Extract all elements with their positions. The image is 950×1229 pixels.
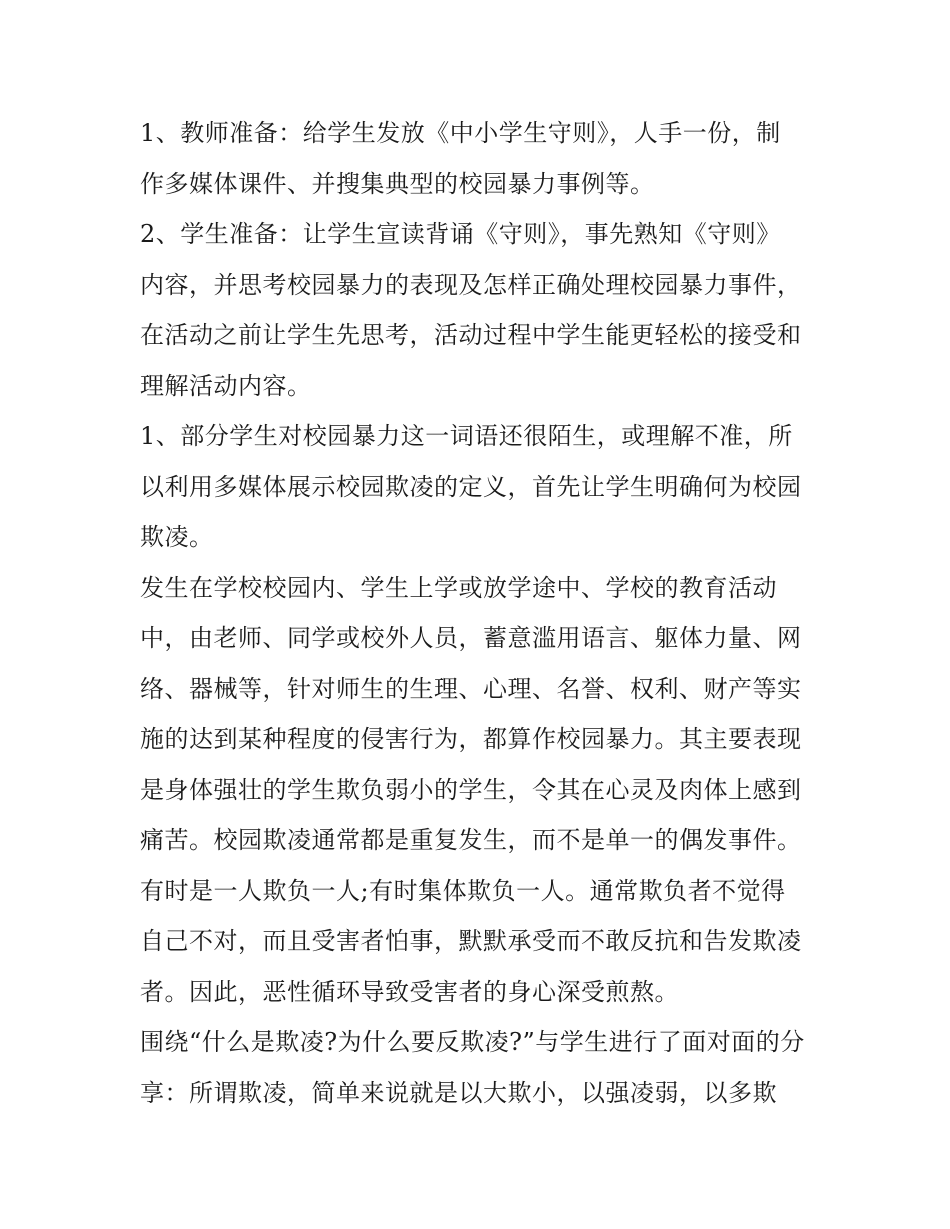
paragraph-discussion <box>140 1017 820 1118</box>
text-line: 欺凌。 <box>140 523 214 551</box>
text-line: 者。因此，恶性循环导致受害者的身心深受煎熬。 <box>140 977 679 1006</box>
text-line: 围绕“什么是欺凌?为什么要反欺凌?”与学生进行了面对面的分 <box>140 1028 805 1056</box>
text-line: 享：所谓欺凌，简单来说就是以大欺小，以强凌弱，以多欺 <box>140 1078 777 1107</box>
text-line: 2、学生准备：让学生宣读背诵《守则》，事先熟知《守则》 <box>140 220 781 248</box>
text-line: 有时是一人欺负一人;有时集体欺负一人。通常欺负者不觉得 <box>140 876 786 905</box>
paragraph-teacher-preparation <box>140 108 820 209</box>
text-line: 自己不对，而且受害者怕事，默默承受而不敢反抗和告发欺凌 <box>140 927 802 955</box>
text-line: 理解活动内容。 <box>140 371 312 400</box>
paragraph-student-preparation <box>140 209 820 411</box>
text-line: 作多媒体课件、并搜集典型的校园暴力事例等。 <box>140 169 655 198</box>
text-line: 在活动之前让学生先思考，活动过程中学生能更轻松的接受和 <box>140 321 802 349</box>
text-line: 以利用多媒体展示校园欺凌的定义，首先让学生明确何为校园 <box>140 472 802 501</box>
text-line: 络、器械等，针对师生的生理、心理、名誉、权利、财产等实 <box>140 674 802 703</box>
text-line: 施的达到某种程度的侵害行为，都算作校园暴力。其主要表现 <box>140 725 802 753</box>
text-line: 是身体强壮的学生欺负弱小的学生，令其在心灵及肉体上感到 <box>140 775 802 804</box>
text-line: 痛苦。校园欺凌通常都是重复发生，而不是单一的偶发事件。 <box>140 826 802 854</box>
document-body <box>140 108 820 1118</box>
paragraph-bullying-description <box>140 563 820 1018</box>
text-line: 1、部分学生对校园暴力这一词语还很陌生，或理解不准，所 <box>140 422 793 450</box>
text-line: 中，由老师、同学或校外人员，蓄意滥用语言、躯体力量、网 <box>140 624 802 652</box>
text-line: 1、教师准备：给学生发放《中小学生守则》，人手一份，制 <box>140 119 781 147</box>
text-line: 内容，并思考校园暴力的表现及怎样正确处理校园暴力事件， <box>140 270 802 299</box>
text-line: 发生在学校校园内、学生上学或放学途中、学校的教育活动 <box>140 573 777 602</box>
paragraph-bullying-definition-intro <box>140 411 820 563</box>
